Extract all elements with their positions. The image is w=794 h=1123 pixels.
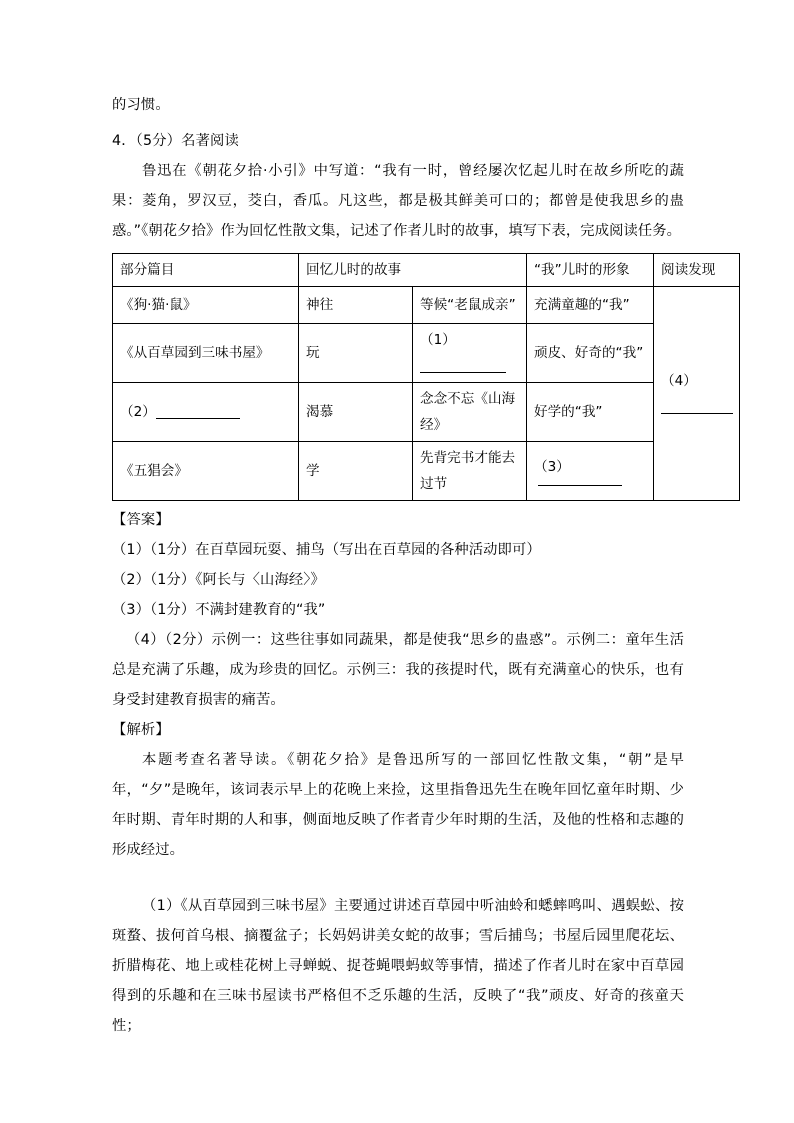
title-3-answer-blank: [156, 418, 240, 419]
story-2-answer-blank: [420, 372, 506, 373]
cell-image-4-blank: [527, 442, 654, 501]
cell-image-3: 好学的“我”: [527, 383, 654, 442]
cell-image-2: 顽皮、好奇的“我”: [527, 324, 654, 383]
discovery-answer-blank: [661, 413, 733, 414]
analysis-paragraph-2: （1）《从百草园到三味书屋》主要通过讲述百草园中听油蛉和蟋蟀鸣叫、遇蜈蚣、按斑蝥、拔何首乌根、摘覆盆子；长妈妈讲美女蛇的故事；雪后捕鸟；书屋后园里爬花坛、折腊梅花、地上或桂花树上寻蝉蜕、捉苍蝇喂蚂蚁等事情，描述了作者儿时在家中百草园得到的乐趣和在三味书屋读书严格但不乏乐趣的生活，反映了“我”顽皮、好奇的孩童天性；: [112, 898, 684, 1034]
cell-story-1: 等候“老鼠成亲”: [413, 287, 527, 324]
table-row: [113, 324, 740, 383]
answer-item-2: （2）（1分）《阿长与〈山海经〉》: [112, 572, 325, 588]
cell-verb-4: 学: [299, 442, 413, 501]
cell-story-2-blank: [413, 324, 527, 383]
cell-title-4: 《五猖会》: [113, 442, 299, 501]
header-cell-sections: 部分篇目: [113, 254, 299, 287]
image-4-answer-blank: [538, 485, 622, 486]
answer-item-3: （3）（1分）不满封建教育的“我”: [112, 602, 326, 618]
analysis-paragraph-1: 本题考查名著导读。《朝花夕拾》是鲁迅所写的一部回忆性散文集，“朝”是早年，“夕”是晚年，该词表示早上的花晚上来捡，这里指鲁迅先生在晚年回忆童年时期、少年时期、青年时期的人和事，侧面地反映了作者青少年时期的生活，及他的性格和志趣的形成经过。: [112, 752, 684, 858]
analysis-heading: 【解析】: [112, 722, 170, 738]
table-row: [113, 442, 740, 501]
header-cell-discovery: 阅读发现: [654, 254, 740, 287]
answer-item-4: （4）（2分）示例一：这些往事如同蔬果，都是使我“思乡的蛊惑”。示例二：童年生活总是充满了乐趣，成为珍贵的回忆。示例三：我的孩提时代，既有充满童心的快乐，也有身受封建教育损害的痛苦。: [112, 632, 684, 708]
discovery-label: （4）: [661, 372, 697, 389]
cell-image-1: 充满童趣的“我”: [527, 287, 654, 324]
table-row: [113, 383, 740, 442]
header-cell-image: “我”儿时的形象: [527, 254, 654, 287]
title-3-label: （2）: [120, 404, 156, 420]
cell-verb-2: 玩: [299, 324, 413, 383]
reading-task-table: [112, 253, 740, 501]
table-header-row: [113, 254, 740, 287]
cell-title-2: 《从百草园到三味书屋》: [113, 324, 299, 383]
story-2-label: （1）: [420, 332, 456, 348]
cell-verb-1: 神往: [299, 287, 413, 324]
image-4-label: （3）: [534, 459, 570, 475]
cell-title-1: 《狗·猫·鼠》: [113, 287, 299, 324]
header-cell-stories: 回忆儿时的故事: [299, 254, 527, 287]
answer-item-1: （1）（1分）在百草园玩耍、捕鸟（写出在百草园的各种活动即可）: [112, 542, 541, 558]
answer-heading: 【答案】: [112, 512, 170, 528]
question-number-heading: 4．（5分）名著阅读: [112, 133, 239, 149]
cell-verb-3: 渴慕: [299, 383, 413, 442]
spacer: [112, 865, 684, 891]
cell-discovery-blank: [654, 287, 740, 501]
cell-story-3: 念念不忘《山海经》: [413, 383, 527, 442]
question-quote-paragraph: 鲁迅在《朝花夕拾·小引》中写道：“我有一时，曾经屡次忆起儿时在故乡所吃的蔬果：菱角，罗汉豆，茭白，香瓜。凡这些，都是极其鲜美可口的；都曾是使我思乡的蛊惑。”《朝花夕拾》作为回忆性散文集，记述了作者儿时的故事，填写下表，完成阅读任务。: [112, 163, 684, 239]
page-content: [112, 90, 716, 1041]
cell-title-3-blank: [113, 383, 299, 442]
top-text-fragment: 的习惯。: [112, 97, 170, 113]
table-row: [113, 287, 740, 324]
cell-story-4: 先背完书才能去过节: [413, 442, 527, 501]
